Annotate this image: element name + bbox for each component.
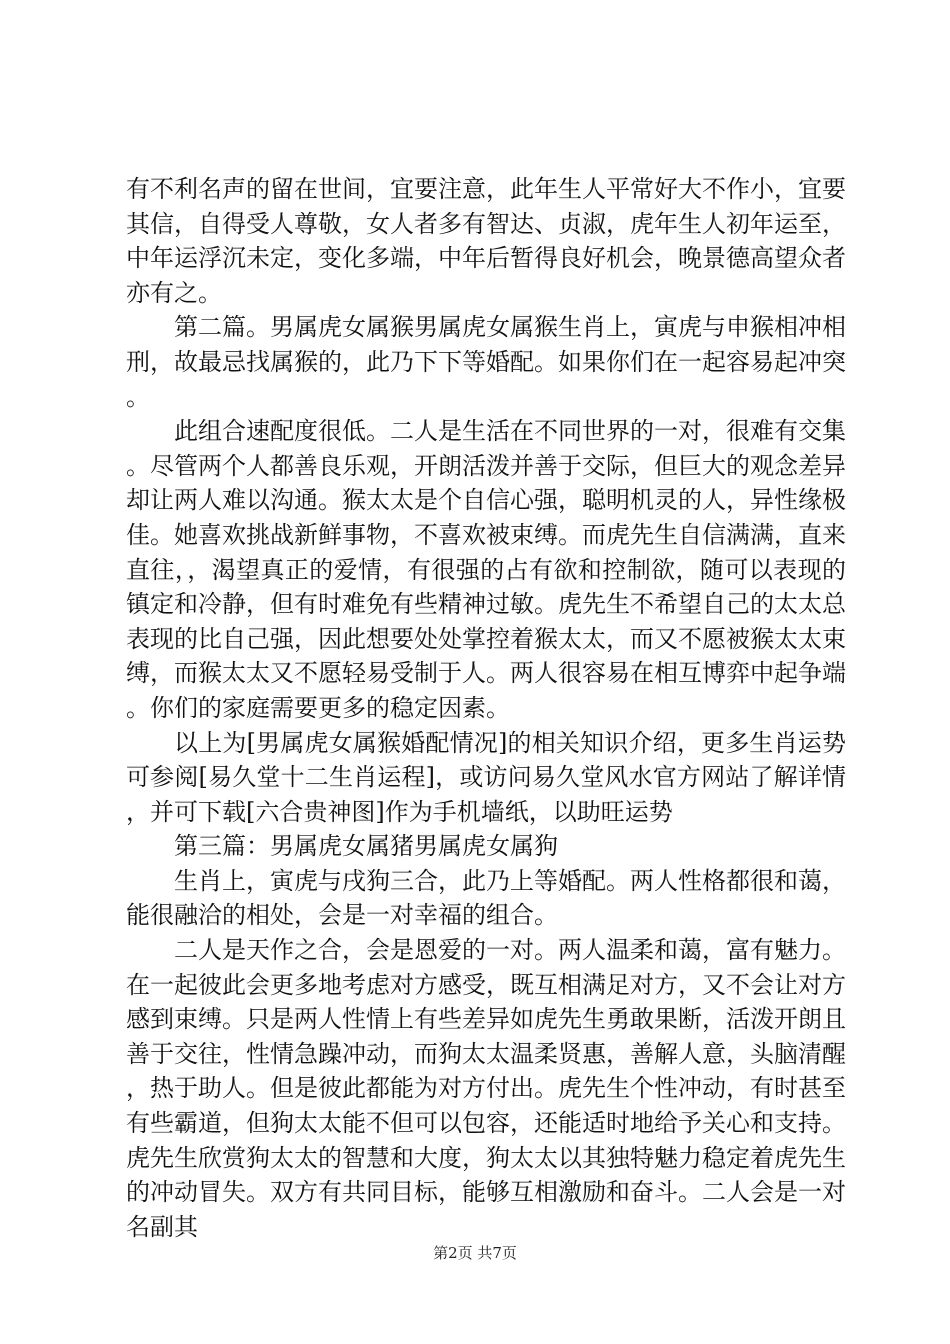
paragraph-2: 第二篇。男属虎女属猴男属虎女属猴生肖上，寅虎与申猴相冲相刑，故最忌找属猴的，此乃下下等婚配。如果你们在一起容易起冲突。 bbox=[126, 313, 846, 411]
paragraph-6: 二人是天作之合，会是恩爱的一对。两人温柔和蔼，富有魅力。在一起彼此会更多地考虑对方感受，既互相满足对方，又不会让对方感到束缚。只是两人性情上有些差异如虎先生勇敢果断，活泼开朗且善于交往，性情急躁冲动，而狗太太温柔贤惠，善解人意，头脑清醒，热于助人。但是彼此都能为对方付出。虎先生个性冲动，有时甚至有些霸道，但狗太太能不但可以包容，还能适时地给予关心和支持。虎先生欣赏狗太太的智慧和大度，狗太太以其独特魅力稳定着虎先生的冲动冒失。双方有共同目标，能够互相激励和奋斗。二人会是一对名副其 bbox=[126, 936, 846, 1241]
paragraph-4: 以上为[男属虎女属猴婚配情况]的相关知识介绍，更多生肖运势可参阅[易久堂十二生肖运程]，或访问易久堂风水官方网站了解详情，并可下载[六合贵神图]作为手机墙纸，以助旺运势 bbox=[126, 728, 846, 826]
page-footer: 第2页 共7页 bbox=[433, 1244, 517, 1262]
document-body bbox=[126, 172, 846, 1244]
paragraph-1: 有不利名声的留在世间，宜要注意，此年生人平常好大不作小，宜要其信，自得受人尊敬，女人者多有智达、贞淑，虎年生人初年运至，中年运浮沉未定，变化多端，中年后暂得良好机会，晚景德高望众者亦有之。 bbox=[126, 175, 846, 307]
paragraph-5: 生肖上，寅虎与戌狗三合，此乃上等婚配。两人性格都很和蔼，能很融洽的相处，会是一对幸福的组合。 bbox=[126, 866, 846, 930]
paragraph-3: 此组合速配度很低。二人是生活在不同世界的一对，很难有交集。尽管两个人都善良乐观，开朗活泼并善于交际，但巨大的观念差异却让两人难以沟通。猴太太是个自信心强，聪明机灵的人，异性缘极佳。她喜欢挑战新鲜事物，不喜欢被束缚。而虎先生自信满满，直来直往，，渴望真正的爱情，有很强的占有欲和控制欲，随可以表现的镇定和冷静，但有时难免有些精神过敏。虎先生不希望自己的太太总表现的比自己强，因此想要处处掌控着猴太太，而又不愿被猴太太束缚，而猴太太又不愿轻易受制于人。两人很容易在相互博弈中起争端。你们的家庭需要更多的稳定因素。 bbox=[126, 417, 846, 722]
section-heading-3: 第三篇：男属虎女属猪男属虎女属狗 bbox=[174, 832, 558, 861]
